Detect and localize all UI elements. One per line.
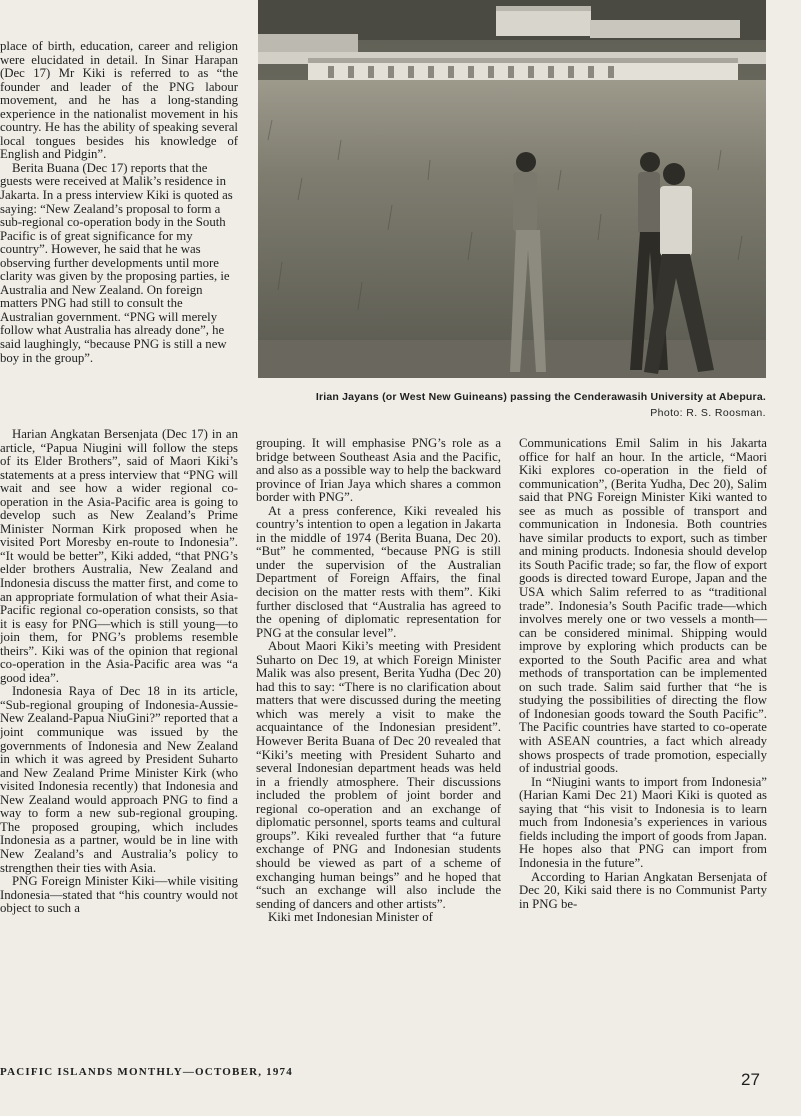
middle-column <box>256 437 501 925</box>
paragraph: Communications Emil Salim in his Jakarta office for half an hour. In the article, “Maori Kiki explores co-operation in the field of communication”, (Berita Yudha, Dec 20), Salim said that PNG Foreign Minister Kiki wanted to see as much as possible of transport and communication in Indonesia. Both countries have similar products to export, such as timber and mining products. Indonesia should develop its South Pacific trade; so far, the flow of export goods is directed toward Europe, Japan and the USA which Salim referred to as “traditional trade”. Indonesia’s South Pacific trade—which involves merely one or two vessels a month—can be considered minimal. Shipping would improve by exploring which products can be exported to the South Pacific area and what methods of transportation can be implemented on such trade. Salim said further that “he is studying the possibilities of directing the flow of Indonesian goods toward the South Pacific”. The Pacific countries have started to co-operate with ASEAN countries, a fact which already shows prospects of trade promotion, especially of industrial goods. <box>519 436 767 776</box>
paragraph: place of birth, education, career and religion were elucidated in detail. In Sinar Harapan (Dec 17) Mr Kiki is referred to as “the founder and leader of the PNG labour movement, and he has a long-standing experience in the nationalist movement in his country. He has the ability of speaking several local tongues besides his knowledge of English and Pidgin”. <box>0 40 238 162</box>
page-number: 27 <box>741 1070 760 1089</box>
paragraph: Indonesia Raya of Dec 18 in its article, “Sub-regional grouping of Indonesia-Aussie-New Zealand-Papua NiuGini?” reported that a joint communique was issued by the governments of Indonesia and New Zealand in which it was agreed by President Suharto and New Zealand Prime Minister Kirk (who visited Indonesia recently) that Indonesia and New Zealand would approach PNG to find a way to form a new sub-regional grouping. The proposed grouping, which includes Indonesia as a partner, would be in line with New Zealand’s and Australia’s policy to strengthen their ties with Asia. <box>0 684 238 875</box>
left-column-bottom <box>0 428 238 916</box>
paragraph: In “Niugini wants to import from Indonesia” (Harian Kami Dec 21) Maori Kiki is quoted as saying that “his visit to Indonesia is to learn much from Indonesia’s experiences in various fields including the import of goods from Japan. He hopes also that PNG can import from Indonesia in the future”. <box>519 774 767 870</box>
paragraph: Berita Buana (Dec 17) reports that the guests were received at Malik’s residence in Jakarta. In a press interview Kiki is quoted as saying: “New Zealand’s proposal to form a sub-regional co-operation body in the South Pacific is of great significance for my country”. However, he said that he was observing further developments until more clarity was given by the proposing parties, ie Australia and New Zealand. On foreign matters PNG had still to consult the Australian government. “PNG will merely follow what Australia has already done”, he said laughingly, “because PNG is still a new boy in the group”. <box>0 160 233 365</box>
news-photo <box>258 0 766 378</box>
caption-text: Irian Jayans (or West New Guineans) passing the Cenderawasih University at Abepura. <box>315 391 766 403</box>
paragraph: PNG Foreign Minister Kiki—while visiting Indonesia—stated that “his country would not object to such a <box>0 874 238 916</box>
paragraph: grouping. It will emphasise PNG’s role as a bridge between Southeast Asia and the Pacific, and also as a possible way to help the backward province of Irian Jaya which shares a common border with PNG”. <box>256 436 501 505</box>
photo-illustration <box>258 0 766 378</box>
right-column <box>519 437 767 911</box>
paragraph: Harian Angkatan Bersenjata (Dec 17) in an article, “Papua Niugini will follow the steps of its Elder Brothers”, said of Maori Kiki’s statements at a press interview that “PNG will wait and see how a wider regional co-operation in the Asia-Pacific area is going to develop such as New Zealand’s Prime Minister Norman Kirk proposed when he visited Port Moresby en-route to Indonesia”. “It would be better”, Kiki added, “that PNG’s elder brothers Australia, New Zealand and Indonesia discuss the matter first, and come to an appropriate formulation of what their Asia-Pacific regional co-operation consists, so that it is easy for PNG—which is still young—to join them, for PNG’s problems resemble theirs”. Kiki was of the opinion that regional co-operation in the Asia-Pacific area was “a good idea”. <box>0 428 238 685</box>
left-column-top <box>0 40 238 365</box>
photo-credit: Photo: R. S. Roosman. <box>650 407 766 419</box>
paragraph: At a press conference, Kiki revealed his country’s intention to open a legation in Jakarta in the middle of 1974 (Berita Buana, Dec 20). “But” he commented, “because PNG is still under the supervision of the Australian Department of Foreign Affairs, the final decision on the matter rests with them”. Kiki further disclosed that “Australia has agreed to the opening of diplomatic representation for PNG at the consular level”. <box>256 503 501 640</box>
photo-caption <box>258 391 766 419</box>
paragraph: About Maori Kiki’s meeting with President Suharto on Dec 19, at which Foreign Minister Malik was also present, Berita Yudha (Dec 20) had this to say: “There is no clarification about matters that were discussed during the meeting which was merely a visit to make the acquaintance of the Indonesian president”. However Berita Buana of Dec 20 revealed that “Kiki’s meeting with President Suharto and several Indonesian department heads was held in a friendly atmosphere. Their discussions included the problem of joint border and regional co-operation and an exchange of diplomatic personnel, sports teams and cultural groups”. Kiki revealed further that “a future exchange of PNG and Indonesian students should be viewed as part of a scheme of exchanging human beings” and he hoped that “such an exchange will also include the sending of dancers and other artists”. <box>256 639 501 911</box>
paragraph: According to Harian Angkatan Bersenjata of Dec 20, Kiki said there is no Communist Party in PNG be- <box>519 869 767 911</box>
running-footer: PACIFIC ISLANDS MONTHLY—OCTOBER, 1974 <box>0 1066 293 1078</box>
paragraph: Kiki met Indonesian Minister of <box>268 910 433 925</box>
